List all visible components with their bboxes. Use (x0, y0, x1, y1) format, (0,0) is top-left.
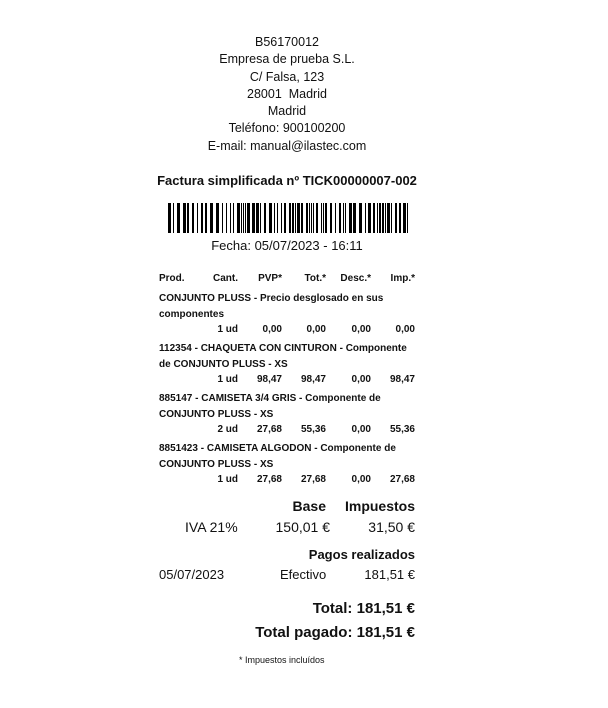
barcode-bar (230, 203, 231, 233)
barcode-bar (256, 203, 259, 233)
barcode-bar (313, 203, 314, 233)
col-header-tot: Tot.* (304, 273, 326, 284)
company-cif: B56170012 (255, 35, 319, 49)
payment-date: 05/07/2023 (159, 567, 225, 582)
barcode-bar (197, 203, 198, 233)
barcode-bar (243, 203, 244, 233)
item-import: 27,68 (389, 474, 415, 485)
barcode-bar (373, 203, 375, 233)
barcode-bar (216, 203, 219, 233)
company-header (0, 34, 574, 155)
barcode-bar (289, 203, 291, 233)
barcode-bar (192, 203, 194, 233)
barcode-bar (382, 203, 384, 233)
item-description: 8851423 - CAMISETA ALGODON - Componente de CONJUNTO PLUSS - XS (159, 443, 396, 470)
barcode-bar (233, 203, 234, 233)
item-qty: 1 ud (217, 324, 238, 335)
barcode-bar (295, 203, 296, 233)
col-header-qty: Cant. (213, 273, 238, 284)
total: Total: 181,51 € (312, 600, 415, 617)
item-qty: 1 ud (217, 474, 238, 485)
company-phone: Teléfono: 900100200 (228, 121, 346, 136)
barcode-bar (399, 203, 401, 233)
barcode-bar (173, 203, 174, 233)
barcode-bar (379, 203, 381, 233)
company-city: Madrid (267, 104, 307, 119)
item-pvp: 0,00 (262, 324, 282, 335)
tax-header: Impuestos (344, 498, 415, 514)
barcode-bar (205, 203, 207, 233)
barcode-bar (201, 203, 203, 233)
barcode-bar (325, 203, 327, 233)
barcode-bar (365, 203, 366, 233)
item-pvp: 27,68 (256, 424, 282, 435)
barcode-bar (269, 203, 272, 233)
barcode-bar (260, 203, 261, 233)
item-import: 55,36 (389, 424, 415, 435)
footer-note: * Impuestos incluídos (239, 655, 325, 665)
barcode-bar (247, 203, 250, 233)
barcode-bar (323, 203, 324, 233)
col-header-prod: Prod. (159, 273, 185, 284)
barcode-bar (168, 203, 171, 233)
barcode-bar (252, 203, 255, 233)
tax-amount-value: 31,50 € (368, 519, 415, 535)
barcode-bar (264, 203, 266, 233)
col-header-imp: Imp.* (390, 273, 415, 284)
barcode-bar (395, 203, 397, 233)
barcode-bar (368, 203, 371, 233)
barcode-bar (177, 203, 180, 233)
barcode-bar (292, 203, 294, 233)
barcode-bar (385, 203, 386, 233)
item-discount: 0,00 (351, 474, 371, 485)
barcode-bar (403, 203, 406, 233)
barcode-bar (277, 203, 278, 233)
item-total: 27,68 (300, 474, 326, 485)
company-name: Empresa de prueba S.L. (219, 52, 355, 67)
item-discount: 0,00 (351, 374, 371, 385)
barcode-bar (222, 203, 223, 233)
barcode-bar (241, 203, 242, 233)
barcode-bar (309, 203, 310, 233)
barcode-bar (281, 203, 282, 233)
barcode-bar (407, 203, 408, 233)
base-header: Base (292, 498, 326, 514)
item-qty: 1 ud (217, 374, 238, 385)
col-header-pvp: PVP* (258, 273, 282, 284)
company-address: C/ Falsa, 123 (249, 69, 325, 84)
barcode-bar (284, 203, 286, 233)
payment-method: Efectivo (280, 567, 327, 582)
item-description: CONJUNTO PLUSS - Precio desglosado en sus componentes (159, 293, 384, 320)
barcode-bar (353, 203, 356, 233)
item-total: 98,47 (300, 374, 326, 385)
barcode-bar (349, 203, 352, 233)
barcode-bar (306, 203, 308, 233)
invoice-date: Fecha: 05/07/2023 - 16:11 (211, 238, 363, 253)
barcode-bar (210, 203, 213, 233)
barcode-bar (311, 203, 312, 233)
barcode (168, 203, 408, 233)
barcode-bar (339, 203, 341, 233)
barcode-bar (274, 203, 275, 233)
col-header-disc: Desc.* (340, 273, 371, 284)
tax-base-value: 150,01 € (275, 519, 330, 535)
barcode-bar (359, 203, 362, 233)
item-pvp: 98,47 (256, 374, 282, 385)
item-description: 112354 - CHAQUETA CON CINTURON - Componente de CONJUNTO PLUSS - XS (159, 343, 407, 370)
barcode-bar (377, 203, 378, 233)
barcode-bar (345, 203, 346, 233)
barcode-bar (316, 203, 318, 233)
barcode-bar (237, 203, 240, 233)
item-qty: 2 ud (217, 424, 238, 435)
item-total: 55,36 (300, 424, 326, 435)
barcode-bar (343, 203, 344, 233)
item-discount: 0,00 (351, 424, 371, 435)
barcode-bar (387, 203, 390, 233)
company-email: E-mail: manual@ilastec.com (207, 138, 367, 153)
item-import: 98,47 (389, 374, 415, 385)
barcode-bar (226, 203, 227, 233)
payment-amount: 181,51 € (364, 567, 415, 582)
barcode-bar (187, 203, 189, 233)
item-import: 0,00 (395, 324, 415, 335)
payments-label: Pagos realizados (308, 547, 415, 562)
barcode-bar (321, 203, 322, 233)
item-discount: 0,00 (351, 324, 371, 335)
barcode-bar (297, 203, 300, 233)
barcode-bar (301, 203, 303, 233)
item-total: 0,00 (306, 324, 326, 335)
barcode-bar (330, 203, 332, 233)
company-postal: 28001 Madrid (247, 86, 327, 101)
barcode-bar (245, 203, 246, 233)
barcode-bar (335, 203, 336, 233)
tax-rate: IVA 21% (185, 519, 238, 535)
total-paid: Total pagado: 181,51 € (255, 624, 415, 641)
item-pvp: 27,68 (256, 474, 282, 485)
invoice-title: Factura simplificada nº TICK00000007-002 (157, 173, 417, 188)
item-description: 885147 - CAMISETA 3/4 GRIS - Componente de CONJUNTO PLUSS - XS (159, 393, 381, 420)
barcode-bar (391, 203, 392, 233)
barcode-bar (183, 203, 186, 233)
